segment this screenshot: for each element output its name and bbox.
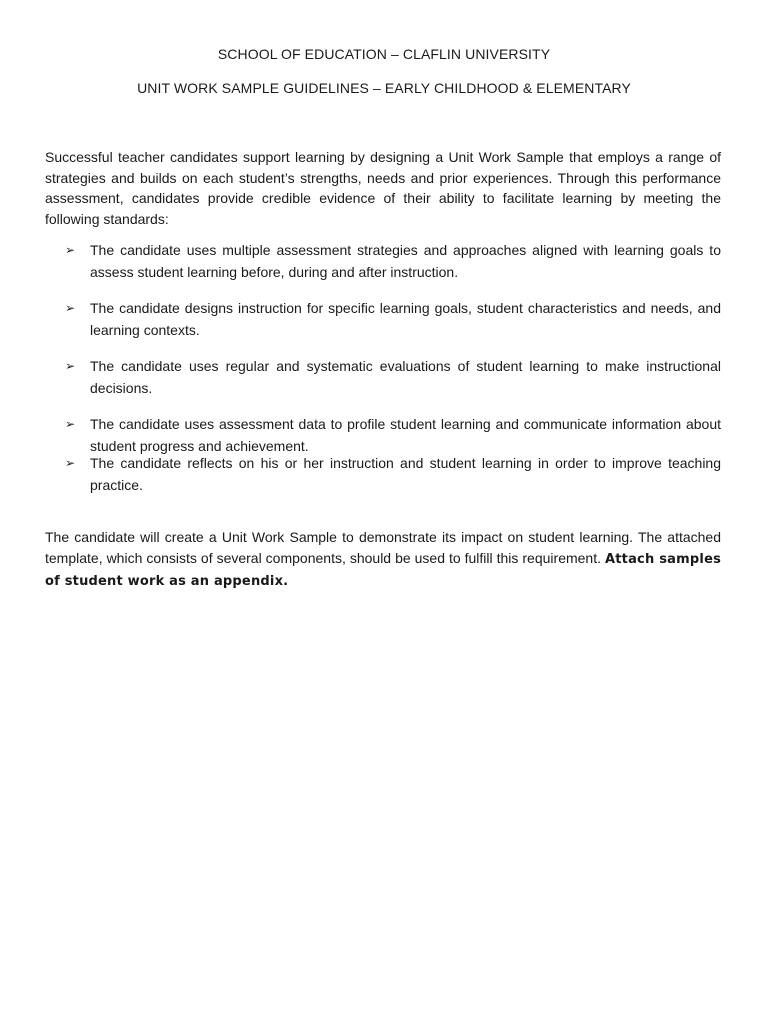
closing-bold-instruction: Attach samples of student work as an appendix.: [45, 551, 722, 589]
list-item: [45, 413, 721, 457]
arrow-bullet-icon: ➢: [65, 456, 76, 470]
arrow-bullet-icon: ➢: [65, 301, 76, 315]
document-header-line-1: SCHOOL OF EDUCATION – CLAFLIN UNIVERSITY: [217, 46, 551, 62]
arrow-bullet-icon: ➢: [65, 359, 76, 373]
list-item: [45, 239, 721, 283]
standard-text: The candidate uses assessment data to profile student learning and communicate information about student progress and achievement.: [90, 416, 721, 454]
list-item: [45, 355, 721, 399]
list-item: [45, 452, 721, 496]
standard-text: The candidate uses multiple assessment strategies and approaches aligned with learning goals to assess student learning before, during and after instruction.: [90, 242, 721, 280]
arrow-bullet-icon: ➢: [65, 243, 76, 257]
standard-text: The candidate designs instruction for specific learning goals, student characteristics and needs, and learning contexts.: [90, 300, 721, 338]
closing-paragraph: [45, 527, 721, 593]
standard-text: The candidate uses regular and systematic evaluations of student learning to make instructional decisions.: [90, 358, 721, 396]
standard-text: The candidate reflects on his or her instruction and student learning in order to improve teaching practice.: [90, 455, 721, 493]
list-item: [45, 297, 721, 341]
closing-text: The candidate will create a Unit Work Sample to demonstrate its impact on student learning. The attached template, which consists of several components, should be used to fulfill this requirement.: [45, 529, 721, 566]
intro-paragraph: Successful teacher candidates support learning by designing a Unit Work Sample that employs a range of strategies and builds on each student’s strengths, needs and prior experiences. Through this performance assessment, candidates provide credible evidence of their ability to facilitate learning by meeting the following standards:: [45, 149, 721, 227]
document-header-line-2: UNIT WORK SAMPLE GUIDELINES – EARLY CHILDHOOD & ELEMENTARY: [137, 80, 631, 96]
arrow-bullet-icon: ➢: [65, 417, 76, 431]
